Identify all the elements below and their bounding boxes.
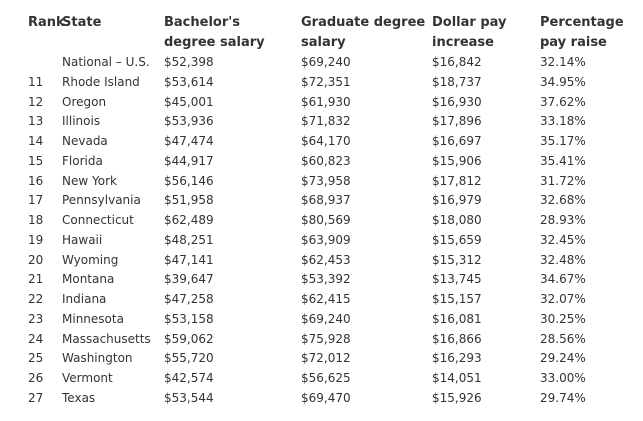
cell-rank: 14 [28,134,44,148]
table-row [0,251,643,271]
cell-bachelors-salary: $42,574 [164,371,214,385]
cell-graduate-salary: $64,170 [301,134,351,148]
table-row [0,310,643,330]
cell-bachelors-salary: $45,001 [164,94,214,109]
cell-percentage-raise: 32.48% [540,252,586,267]
cell-dollar-increase: $15,659 [432,232,482,247]
table-row [0,132,643,152]
cell-state: Hawaii [62,232,103,247]
cell-dollar-increase: $15,926 [432,390,482,405]
cell-bachelors-salary: $39,647 [164,272,214,287]
cell-rank: 23 [28,311,44,326]
cell-dollar-increase: $16,979 [432,193,482,208]
header-dollar-increase: Dollar pay increase [432,15,507,50]
header-graduate-salary: Graduate degree salary [301,15,426,50]
cell-rank: 12 [28,94,44,109]
cell-graduate-salary: $72,012 [301,351,351,366]
cell-rank: 24 [28,331,44,346]
header-state: State [62,15,102,30]
header-bachelors-salary: Bachelor's degree salary [164,15,265,50]
cell-bachelors-salary: $56,146 [164,173,214,188]
cell-state: New York [62,173,117,188]
cell-percentage-raise: 30.25% [540,311,586,326]
cell-percentage-raise: 32.07% [540,292,586,306]
cell-rank: 26 [28,371,44,385]
cell-graduate-salary: $53,392 [301,272,351,287]
cell-percentage-raise: 37.62% [540,94,586,109]
cell-state: Massachusetts [62,331,151,346]
cell-dollar-increase: $14,051 [432,371,482,385]
cell-state: Connecticut [62,213,134,227]
table-row [0,369,643,389]
table-row [0,330,643,350]
cell-bachelors-salary: $53,936 [164,114,214,129]
cell-rank: 16 [28,173,44,188]
cell-percentage-raise: 32.68% [540,193,586,208]
cell-rank: 15 [28,153,44,168]
cell-dollar-increase: $16,842 [432,55,482,69]
cell-rank: 25 [28,351,44,366]
cell-bachelors-salary: $47,258 [164,292,214,306]
cell-bachelors-salary: $55,720 [164,351,214,366]
cell-rank: 19 [28,232,44,247]
cell-graduate-salary: $62,453 [301,252,351,267]
cell-state: Oregon [62,94,107,109]
cell-bachelors-salary: $52,398 [164,55,214,69]
cell-bachelors-salary: $62,489 [164,213,214,227]
cell-graduate-salary: $61,930 [301,94,351,109]
cell-percentage-raise: 32.45% [540,232,586,247]
cell-state: Nevada [62,134,108,148]
cell-dollar-increase: $15,157 [432,292,482,306]
header-percentage-raise: Percentage pay raise [540,15,624,50]
cell-bachelors-salary: $53,544 [164,390,214,405]
cell-graduate-salary: $68,937 [301,193,351,208]
cell-state: Indiana [62,292,107,306]
cell-graduate-salary: $75,928 [301,331,351,346]
table-row [0,172,643,192]
cell-bachelors-salary: $59,062 [164,331,214,346]
table-body [0,53,643,409]
cell-dollar-increase: $15,906 [432,153,482,168]
cell-rank: 20 [28,252,44,267]
table-row [0,290,643,310]
cell-dollar-increase: $18,737 [432,74,482,89]
cell-rank: 17 [28,193,44,208]
cell-graduate-salary: $63,909 [301,232,351,247]
cell-dollar-increase: $17,812 [432,173,482,188]
cell-graduate-salary: $72,351 [301,74,351,89]
cell-dollar-increase: $16,293 [432,351,482,366]
cell-dollar-increase: $17,896 [432,114,482,129]
cell-percentage-raise: 29.24% [540,351,586,366]
cell-bachelors-salary: $51,958 [164,193,214,208]
cell-graduate-salary: $71,832 [301,114,351,129]
table-row [0,93,643,113]
cell-state: Florida [62,153,103,168]
cell-rank: 22 [28,292,44,306]
cell-graduate-salary: $56,625 [301,371,351,385]
cell-dollar-increase: $16,930 [432,94,482,109]
cell-percentage-raise: 32.14% [540,55,586,69]
cell-percentage-raise: 33.00% [540,371,586,385]
cell-rank: 18 [28,213,44,227]
cell-percentage-raise: 35.41% [540,153,586,168]
table-row [0,53,643,73]
cell-state: Vermont [62,371,113,385]
cell-state: Wyoming [62,252,119,267]
cell-state: Illinois [62,114,101,129]
cell-graduate-salary: $80,569 [301,213,351,227]
cell-dollar-increase: $15,312 [432,252,482,267]
cell-bachelors-salary: $47,474 [164,134,214,148]
cell-state: Rhode Island [62,74,140,89]
cell-rank: 27 [28,390,44,405]
cell-dollar-increase: $18,080 [432,213,482,227]
cell-percentage-raise: 31.72% [540,173,586,188]
cell-rank: 11 [28,74,44,89]
table-row [0,349,643,369]
table-row [0,270,643,290]
cell-state: Texas [62,390,96,405]
cell-bachelors-salary: $47,141 [164,252,214,267]
cell-percentage-raise: 29.74% [540,390,586,405]
cell-percentage-raise: 28.93% [540,213,586,227]
cell-graduate-salary: $69,470 [301,390,351,405]
cell-graduate-salary: $69,240 [301,55,351,69]
cell-percentage-raise: 34.95% [540,74,586,89]
table-row [0,112,643,132]
cell-state: Washington [62,351,133,366]
cell-percentage-raise: 28.56% [540,331,586,346]
cell-graduate-salary: $60,823 [301,153,351,168]
cell-bachelors-salary: $48,251 [164,232,214,247]
table-row [0,389,643,409]
table-row [0,73,643,93]
cell-state: Montana [62,272,115,287]
cell-state: National – U.S. [62,55,150,69]
cell-graduate-salary: $62,415 [301,292,351,306]
cell-state: Minnesota [62,311,124,326]
cell-graduate-salary: $73,958 [301,173,351,188]
cell-percentage-raise: 33.18% [540,114,586,129]
cell-dollar-increase: $16,697 [432,134,482,148]
cell-rank: 13 [28,114,44,129]
cell-percentage-raise: 34.67% [540,272,586,287]
table-row [0,152,643,172]
cell-dollar-increase: $16,081 [432,311,482,326]
table-row [0,211,643,231]
table-row [0,231,643,251]
header-rank: Rank [28,15,65,30]
cell-bachelors-salary: $53,158 [164,311,214,326]
cell-bachelors-salary: $44,917 [164,153,214,168]
cell-rank: 21 [28,272,44,287]
cell-dollar-increase: $13,745 [432,272,482,287]
cell-state: Pennsylvania [62,193,141,208]
table-row [0,191,643,211]
cell-percentage-raise: 35.17% [540,134,586,148]
cell-bachelors-salary: $53,614 [164,74,214,89]
cell-dollar-increase: $16,866 [432,331,482,346]
cell-graduate-salary: $69,240 [301,311,351,326]
